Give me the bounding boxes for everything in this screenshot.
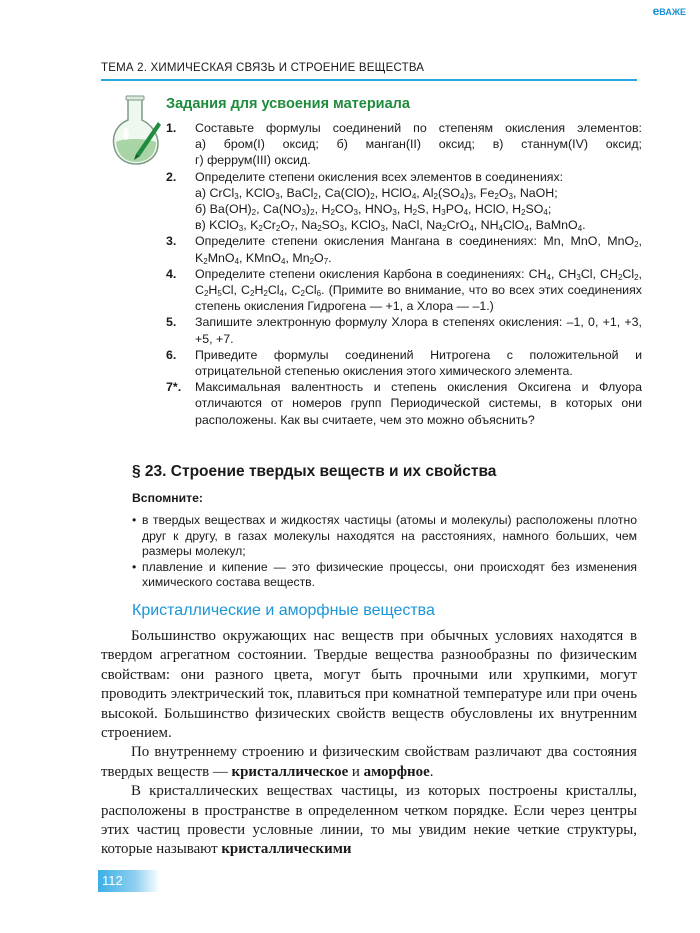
body-text bbox=[101, 627, 637, 860]
task-item bbox=[166, 120, 642, 169]
task-number: 7*. bbox=[166, 380, 182, 395]
task-text: Составьте формулы соединений по степеням окисления элементов: а) бром(I) оксид; б) манган(II) оксид; в) станнум(IV) оксид; г) феррум(III) оксид. bbox=[195, 121, 642, 168]
task-text: Определите степени окисления Мангана в соединениях: Mn, MnO, MnO$_2$, $K_2MnO_4$, KMnO$_4$, $Mn_2O_7$. bbox=[195, 234, 642, 266]
publisher-logo bbox=[653, 4, 686, 18]
task-text: Определите степени окисления всех элементов в соединениях: а) CrCl$_3$, KClO$_3$, BaCl$_2$, $Ca(ClO)_2$, HClO$_4$, $Al_2(SO_4)_3$, $Fe_2O_3$, NaOH; б) $Ba(OH)_2$, $Ca(NO_3)_2$, $H_2CO_3$, $HNO_3$, $H_2S$, $H_3PO_4$, HClO, $H_2SO_4$; в) KClO$_3$, $K_2Cr_2O_7$, $Na_2SO_3$, KClO$_3$, NaCl, $Na_2CrO_4$, $NH_4ClO_4$, BaMnO$_4$. bbox=[195, 169, 586, 234]
task-item bbox=[166, 233, 642, 265]
section-title: § 23. Строение твердых веществ и их свойства bbox=[132, 463, 497, 480]
body-paragraph: Большинство окружающих нас веществ при обычных условиях находятся в твердом агрегатном состоянии. Твердые вещества разнообразны по физическим свойствам: они разного цвета, могут быть прочными или хрупкими, могут проводить электрический ток, плавиться при комнатной температуре или при очень высокой. Большинство физических свойств веществ обусловлены их внутренним строением. bbox=[101, 628, 637, 742]
task-item bbox=[166, 169, 642, 234]
task-number: 2. bbox=[166, 169, 177, 184]
task-list bbox=[166, 120, 642, 428]
task-number: 6. bbox=[166, 347, 177, 362]
task-item bbox=[166, 347, 642, 379]
task-number: 4. bbox=[166, 266, 177, 281]
task-item bbox=[166, 266, 642, 315]
tasks-title: Задания для усвоения материала bbox=[166, 96, 410, 112]
task-text: Запишите электронную формулу Хлора в степенях окисления: –1, 0, +1, +3, +5, +7. bbox=[195, 315, 642, 346]
task-item bbox=[166, 379, 642, 428]
remember-item: • плавление и кипение — это физические процессы, они происходят без изменения химического состава веществ. bbox=[132, 560, 637, 591]
task-item bbox=[166, 314, 642, 346]
logo-mark: e bbox=[652, 4, 660, 18]
page-number: 112 bbox=[102, 873, 123, 888]
remember-list bbox=[132, 513, 637, 591]
remember-label: Вспомните: bbox=[132, 491, 203, 505]
subsection-title: Кристаллические и аморфные вещества bbox=[132, 602, 435, 619]
body-paragraph: В кристаллических веществах частицы, из которых построены кристаллы, расположены в пространстве в определенном четком порядке. Если через центры этих частиц провести условные линии, то мы увидим некие четкие структуры, которые называют кристаллическими bbox=[101, 783, 637, 858]
task-number: 3. bbox=[166, 234, 177, 249]
remember-item: • в твердых веществах и жидкостях частицы (атомы и молекулы) расположены плотно друг к другу, в газах молекулы находятся на расстояниях, намного больших, чем размеры молекул; bbox=[132, 513, 637, 560]
body-paragraph: По внутреннему строению и физическим свойствам различают два состояния твердых веществ — кристаллическое и аморфное. bbox=[101, 744, 637, 780]
header-rule bbox=[101, 79, 637, 81]
task-text: Определите степени окисления Карбона в соединениях: $CH_4$, $CH_3Cl$, $CH_2Cl_2$, $C_2H_5Cl$, $C_2H_2Cl_4$, $C_2Cl_6$. (Примите во внимание, что во всех этих соединениях степень окисления Гидрогена — +1, а Хлора — –1.) bbox=[195, 266, 642, 314]
task-number: 1. bbox=[166, 121, 177, 135]
page-number-badge bbox=[98, 870, 160, 892]
task-text: Приведите формулы соединений Нитрогена с положительной и отрицательной степенью окисления этого химического элемента. bbox=[195, 347, 642, 379]
task-text: Максимальная валентность и степень окисления Оксигена и Флуора отличаются от номеров групп Периодической системы, в которых они расположены. Как вы считаете, чем это можно объяснить? bbox=[195, 380, 642, 427]
running-header: ТЕМА 2. ХИМИЧЕСКАЯ СВЯЗЬ И СТРОЕНИЕ ВЕЩЕСТВА bbox=[101, 62, 425, 74]
task-number: 5. bbox=[166, 315, 177, 330]
logo-text: ВАЖЕ bbox=[659, 7, 686, 17]
flask-icon bbox=[106, 94, 164, 168]
